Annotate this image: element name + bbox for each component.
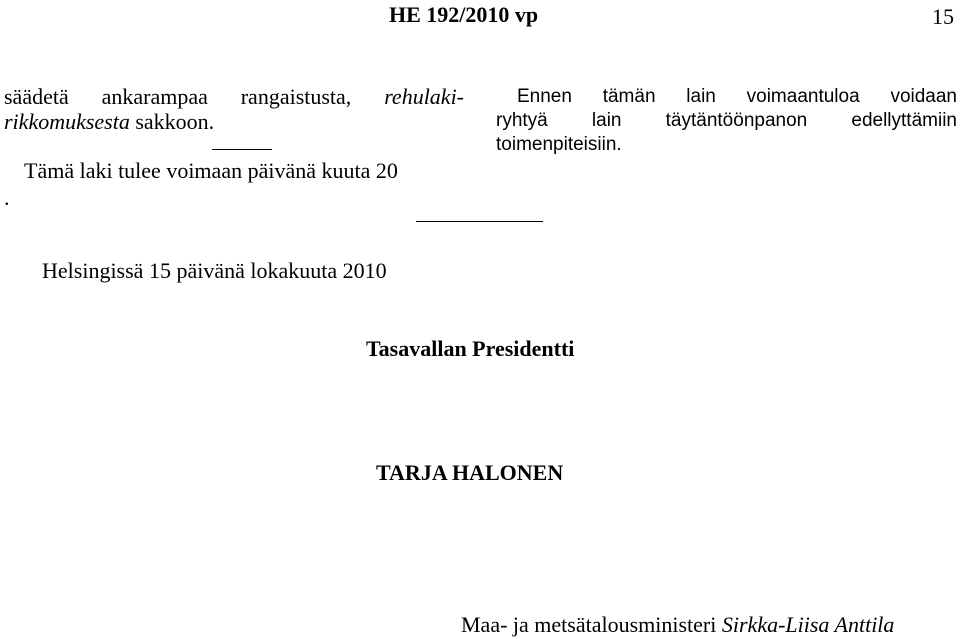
minister-title: Maa- ja metsätalousministeri — [461, 612, 717, 637]
right-paragraph-line-1: Ennen tämän lain voimaantuloa voidaan — [517, 86, 957, 107]
left-line2-italic: rikkomuksesta — [4, 109, 130, 134]
right-paragraph-line-2: ryhtyä lain täytäntöönpanon edellyttämiin — [496, 110, 957, 131]
president-title: Tasavallan Presidentti — [366, 336, 575, 361]
president-name: TARJA HALONEN — [376, 460, 564, 485]
left-line1-plain: säädetä ankarampaa rangaistusta, — [4, 84, 352, 109]
minister-signature — [461, 612, 894, 638]
section-divider-left — [212, 149, 272, 150]
left-line1-italic: rehulaki- — [384, 84, 465, 109]
left-paragraph-line-2 — [4, 109, 214, 134]
left-paragraph-line-1 — [4, 84, 464, 109]
effective-date-text: Tämä laki tulee voimaan päivänä kuuta 20 — [24, 158, 398, 183]
left-line2-plain: sakkoon. — [135, 109, 215, 134]
document-header: HE 192/2010 vp — [389, 2, 539, 27]
right-paragraph-line-3: toimenpiteisiin. — [496, 134, 622, 155]
page-number: 15 — [932, 4, 954, 29]
place-and-date: Helsingissä 15 päivänä lokakuuta 2010 — [42, 258, 387, 283]
minister-name: Sirkka-Liisa Anttila — [721, 612, 895, 637]
section-divider-center — [416, 221, 543, 222]
effective-date-dot: . — [4, 185, 10, 210]
